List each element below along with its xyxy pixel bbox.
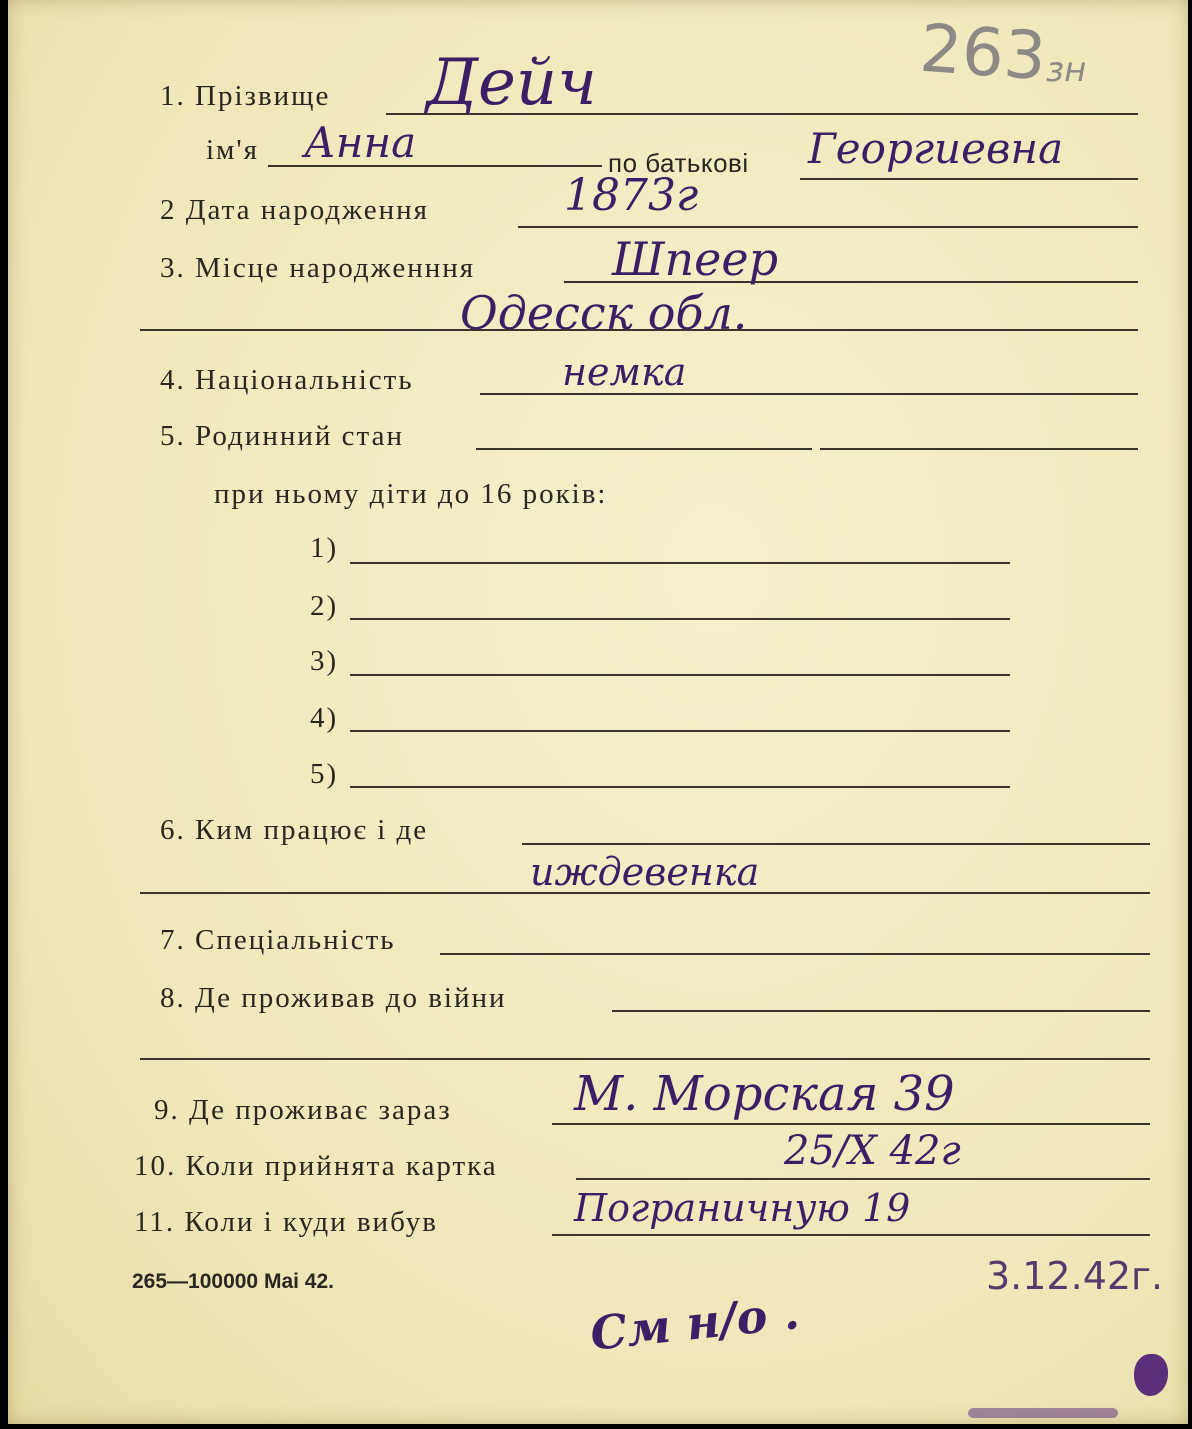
departed-line bbox=[552, 1234, 1150, 1236]
child-line-3 bbox=[350, 674, 1010, 676]
birth-place-value-1: Шпеер bbox=[612, 232, 779, 286]
archive-number: 263 bbox=[917, 9, 1049, 96]
child-line-4 bbox=[350, 730, 1010, 732]
departed-to-value: Пограничную 19 bbox=[574, 1186, 911, 1230]
current-residence-label: 9. Де проживає зараз bbox=[154, 1094, 452, 1126]
patronymic-value: Георгиевна bbox=[808, 124, 1064, 173]
marital-status-line-1 bbox=[476, 448, 812, 450]
birth-date-value: 1873г bbox=[564, 170, 699, 221]
marital-status-line-2 bbox=[820, 448, 1138, 450]
patronymic-line bbox=[800, 178, 1138, 180]
current-residence-value: М. Морская 39 bbox=[574, 1066, 955, 1122]
surname-value: Дейч bbox=[426, 46, 597, 120]
prewar-residence-line bbox=[612, 1010, 1150, 1012]
first-name-label: ім'я bbox=[206, 134, 259, 166]
birth-date-line bbox=[518, 226, 1138, 228]
departed-label: 11. Коли і куди вибув bbox=[134, 1206, 438, 1238]
birth-place-value-2: Одесск обл. bbox=[460, 286, 748, 340]
current-residence-line bbox=[552, 1123, 1150, 1125]
child-number-2: 2) bbox=[310, 590, 339, 622]
child-line-1 bbox=[350, 562, 1010, 564]
child-number-4: 4) bbox=[310, 702, 339, 734]
departed-date-value: 3.12.42г. bbox=[986, 1254, 1164, 1298]
prewar-residence-label: 8. Де проживав до війни bbox=[160, 982, 507, 1014]
print-info: 265—100000 Mai 42. bbox=[132, 1270, 334, 1293]
work-value: иждевенка bbox=[530, 850, 760, 894]
ink-blot bbox=[1134, 1354, 1168, 1396]
child-line-2 bbox=[350, 618, 1010, 620]
birth-place-label: 3. Місце народженння bbox=[160, 252, 476, 284]
specialty-label: 7. Спеціальність bbox=[160, 924, 396, 956]
birth-date-label: 2 Дата народження bbox=[160, 194, 430, 226]
children-label: при ньому діти до 16 років: bbox=[214, 478, 608, 510]
marital-status-label: 5. Родинний стан bbox=[160, 420, 404, 452]
nationality-label: 4. Національність bbox=[160, 364, 414, 396]
nationality-value: немка bbox=[562, 350, 687, 394]
child-number-5: 5) bbox=[310, 758, 339, 790]
surname-label: 1. Прізвище bbox=[160, 80, 331, 112]
registration-card bbox=[8, 0, 1188, 1424]
child-number-3: 3) bbox=[310, 645, 339, 677]
patronymic-label: по батькові bbox=[608, 148, 749, 178]
specialty-line bbox=[440, 953, 1150, 955]
archive-number-suffix: зн bbox=[1046, 50, 1087, 90]
card-accepted-label: 10. Коли прийнята картка bbox=[134, 1150, 498, 1182]
child-line-5 bbox=[350, 786, 1010, 788]
work-line bbox=[522, 843, 1150, 845]
bottom-ink-smudge bbox=[968, 1408, 1118, 1418]
child-number-1: 1) bbox=[310, 532, 339, 564]
prewar-residence-line-2 bbox=[140, 1058, 1150, 1060]
work-label: 6. Ким працює і де bbox=[160, 814, 429, 846]
card-accepted-value: 25/X 42г bbox=[784, 1128, 961, 1174]
first-name-value: Анна bbox=[304, 118, 417, 167]
card-accepted-line bbox=[576, 1178, 1150, 1180]
bottom-note: См н/о . bbox=[587, 1285, 802, 1361]
